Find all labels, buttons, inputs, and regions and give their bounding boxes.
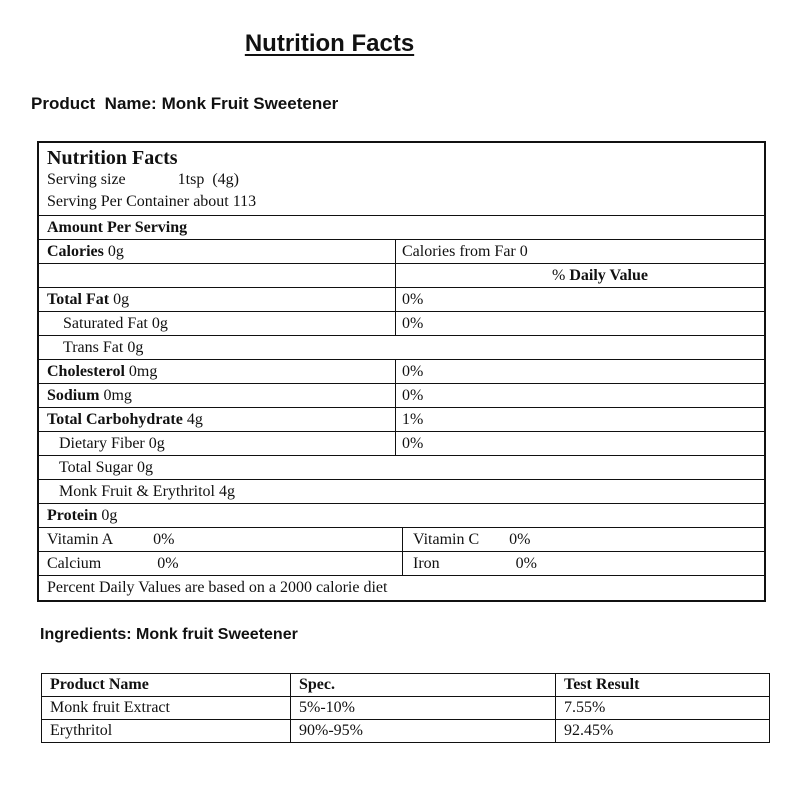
nutrient-name: Total Sugar (59, 459, 133, 476)
daily-value-row (39, 264, 764, 288)
vitamin-value: 0% (515, 555, 537, 572)
calories-from-fat: Calories from Far 0 (402, 243, 528, 260)
table-cell: Monk fruit Extract (42, 697, 291, 720)
nutrient-dv: 1% (402, 411, 424, 428)
vitamin-name: Iron (413, 555, 440, 572)
nutrient-dv: 0% (402, 291, 424, 308)
nutrient-dv: 0% (402, 435, 424, 452)
table-header: Test Result (556, 674, 770, 697)
nutrient-row-trans-fat (39, 336, 764, 360)
vitamin-value: 0% (157, 555, 179, 572)
nutrient-dv: 0% (402, 387, 424, 404)
table-cell: 5%-10% (291, 697, 556, 720)
nutrient-row-protein (39, 504, 764, 528)
vitamin-row-2 (39, 552, 764, 576)
serving-size-line (47, 169, 756, 191)
nutrient-row-total-fat (39, 288, 764, 312)
table-cell: 90%-95% (291, 720, 556, 743)
amount-per-serving-row (39, 216, 764, 240)
nutrient-name: Dietary Fiber (59, 435, 145, 452)
daily-value-label: Daily Value (569, 267, 648, 284)
vitamin-cell (39, 552, 403, 575)
nutrition-facts-panel (37, 141, 766, 602)
panel-title: Nutrition Facts (47, 147, 178, 169)
ingredients-table (41, 673, 770, 743)
nutrient-amount: 0g (127, 339, 144, 356)
servings-per-container: Serving Per Container about 113 (47, 193, 257, 210)
table-header: Product Name (42, 674, 291, 697)
calories-cell (39, 240, 396, 263)
daily-value-prefix: % (551, 267, 566, 284)
table-row (42, 720, 770, 743)
nutrient-name: Protein (47, 507, 98, 524)
table-header: Spec. (291, 674, 556, 697)
calories-label: Calories (47, 243, 104, 260)
nutrient-name: Sodium (47, 387, 100, 404)
nutrient-row-dietary-fiber (39, 432, 764, 456)
serving-size-value: 1tsp (4g) (177, 171, 239, 188)
vitamin-name: Vitamin C (413, 531, 480, 548)
product-name-line (31, 94, 338, 114)
nutrient-name: Cholesterol (47, 363, 125, 380)
amount-per-serving: Amount Per Serving (47, 219, 188, 236)
nutrient-dv: 0% (402, 315, 424, 332)
nutrient-cell (39, 288, 396, 311)
daily-value-empty (39, 264, 396, 287)
nutrient-cell (39, 336, 764, 359)
vitamin-value: 0% (509, 531, 531, 548)
nutrient-row-monk-fruit-erythritol (39, 480, 764, 504)
nutrient-amount: 0g (148, 435, 165, 452)
nutrient-cell (39, 360, 396, 383)
table-cell: Erythritol (42, 720, 291, 743)
footnote: Percent Daily Values are based on a 2000 calorie diet (47, 579, 388, 596)
nutrient-name: Total Fat (47, 291, 110, 308)
calories-value: 0g (107, 243, 124, 260)
nutrient-amount: 0g (101, 507, 118, 524)
nutrient-cell (39, 504, 764, 527)
vitamin-cell (403, 552, 764, 575)
table-header-row (42, 674, 770, 697)
product-name-label: Product Name: (31, 94, 157, 113)
nutrient-name: Total Carbohydrate (47, 411, 183, 428)
table-row (42, 697, 770, 720)
nutrient-name: Saturated Fat (63, 315, 148, 332)
daily-value-heading (396, 264, 764, 287)
serving-size-label: Serving size (47, 171, 126, 188)
nutrient-name: Trans Fat (63, 339, 124, 356)
calories-row (39, 240, 764, 264)
nutrient-cell (39, 408, 396, 431)
nutrient-cell (39, 480, 764, 503)
nutrient-row-sodium (39, 384, 764, 408)
nutrient-row-cholesterol (39, 360, 764, 384)
nutrient-amount: 4g (186, 411, 203, 428)
page-title: Nutrition Facts (244, 30, 415, 57)
nutrient-cell (39, 456, 764, 479)
ingredients-heading: Ingredients: Monk fruit Sweetener (40, 626, 298, 643)
vitamin-cell (39, 528, 403, 551)
nutrient-amount: 0g (113, 291, 130, 308)
nutrient-amount: 0g (151, 315, 168, 332)
nutrient-name: Monk Fruit & Erythritol (59, 483, 215, 500)
nutrient-amount: 0g (136, 459, 153, 476)
vitamin-row-1 (39, 528, 764, 552)
nutrient-amount: 0mg (128, 363, 158, 380)
panel-header (39, 143, 764, 216)
nutrient-cell (39, 312, 396, 335)
footnote-row (39, 576, 764, 600)
nutrient-row-saturated-fat (39, 312, 764, 336)
vitamin-name: Calcium (47, 555, 102, 572)
table-cell: 7.55% (556, 697, 770, 720)
table-cell: 92.45% (556, 720, 770, 743)
vitamin-name: Vitamin A (47, 531, 114, 548)
page-title-wrap (0, 30, 789, 58)
product-name-value: Monk Fruit Sweetener (161, 94, 339, 113)
nutrient-amount: 0mg (103, 387, 132, 404)
vitamin-value: 0% (153, 531, 175, 548)
vitamin-cell (403, 528, 764, 551)
nutrient-amount: 4g (219, 483, 235, 500)
nutrient-row-total-carbohydrate (39, 408, 764, 432)
nutrient-cell (39, 432, 396, 455)
nutrient-cell (39, 384, 396, 407)
nutrient-dv: 0% (402, 363, 424, 380)
nutrient-row-total-sugar (39, 456, 764, 480)
